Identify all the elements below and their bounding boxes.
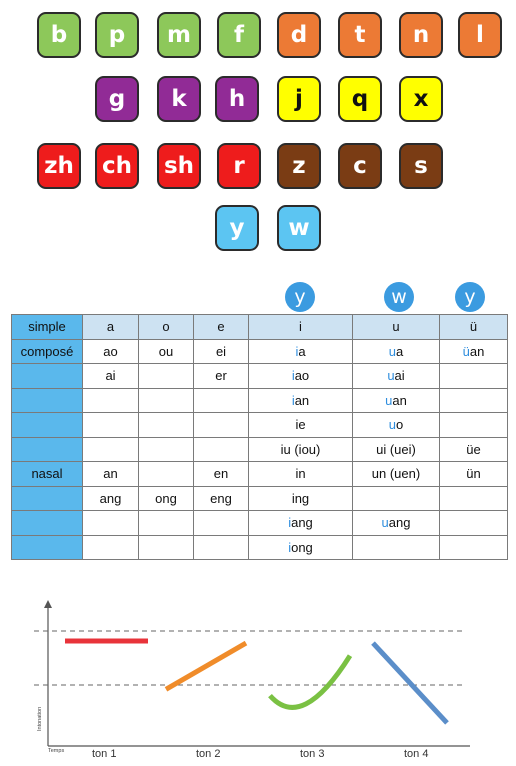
final-rest: ang	[291, 515, 313, 531]
table-cell: u	[353, 315, 440, 340]
tone-3-label: ton 3	[300, 748, 325, 760]
tone-3-line	[270, 656, 350, 708]
initial-tile-c: c	[338, 143, 382, 189]
table-row	[12, 388, 508, 413]
table-row	[12, 486, 508, 511]
initial-tile-s: s	[399, 143, 443, 189]
tone-2-label: ton 2	[196, 748, 221, 760]
final-rest: ong	[291, 539, 313, 555]
row-label	[12, 437, 83, 462]
initial-tile-z: z	[277, 143, 321, 189]
table-cell	[194, 437, 249, 462]
table-row	[12, 535, 508, 560]
y-circle-i: y	[285, 282, 315, 312]
initial-tile-ch: ch	[95, 143, 139, 189]
table-cell	[194, 413, 249, 438]
initial-tile-h: h	[215, 76, 259, 122]
table-cell: ao	[83, 339, 139, 364]
table-cell	[83, 388, 139, 413]
table-row	[12, 462, 508, 487]
glide-letter: u	[388, 417, 396, 433]
table-cell	[353, 535, 440, 560]
table-cell: er	[194, 364, 249, 389]
table-cell: iu (iou)	[249, 437, 353, 462]
table-cell	[440, 339, 508, 364]
table-row	[12, 413, 508, 438]
table-cell	[440, 511, 508, 536]
table-cell	[249, 364, 353, 389]
table-cell	[83, 413, 139, 438]
row-label	[12, 486, 83, 511]
table-cell: eng	[194, 486, 249, 511]
table-cell	[249, 535, 353, 560]
tone-1-label: ton 1	[92, 748, 117, 760]
glide-letter: u	[381, 515, 389, 531]
finals-table	[11, 314, 508, 560]
table-cell	[440, 364, 508, 389]
final-rest: ang	[388, 515, 411, 531]
row-label	[12, 413, 83, 438]
w-circle-u: w	[384, 282, 414, 312]
table-cell	[83, 535, 139, 560]
glide-letter: u	[388, 343, 396, 359]
table-cell: ang	[83, 486, 139, 511]
table-cell: un (uen)	[353, 462, 440, 487]
table-row	[12, 511, 508, 536]
final-rest: a	[298, 343, 306, 359]
table-cell	[440, 535, 508, 560]
table-cell	[440, 486, 508, 511]
table-cell	[249, 339, 353, 364]
y-axis-arrow	[44, 600, 52, 608]
table-row	[12, 339, 508, 364]
glide-letter: u	[385, 392, 393, 408]
initial-tile-k: k	[157, 76, 201, 122]
table-cell: ong	[139, 486, 194, 511]
table-row	[12, 315, 508, 340]
table-cell	[249, 511, 353, 536]
glide-letter: u	[387, 368, 395, 384]
glide-letter: i	[295, 343, 299, 359]
table-cell: ing	[249, 486, 353, 511]
table-cell	[194, 511, 249, 536]
initial-tile-j: j	[277, 76, 321, 122]
table-cell	[353, 388, 440, 413]
row-label	[12, 535, 83, 560]
initial-tile-m: m	[157, 12, 201, 58]
initial-tile-sh: sh	[157, 143, 201, 189]
initial-tile-b: b	[37, 12, 81, 58]
row-label: simple	[12, 315, 83, 340]
table-cell	[83, 437, 139, 462]
initial-tile-y: y	[215, 205, 259, 251]
table-cell	[139, 388, 194, 413]
initial-tile-x: x	[399, 76, 443, 122]
table-cell: ie	[249, 413, 353, 438]
table-cell	[353, 413, 440, 438]
table-cell	[139, 511, 194, 536]
x-axis-label: Temps	[48, 748, 65, 754]
final-rest: a	[396, 343, 404, 359]
y-circle-u-umlaut: y	[455, 282, 485, 312]
final-rest: ai	[394, 368, 405, 384]
tone-2-line	[166, 643, 246, 689]
final-rest: o	[396, 417, 404, 433]
table-cell: ü	[440, 315, 508, 340]
table-cell: ai	[83, 364, 139, 389]
row-label	[12, 364, 83, 389]
table-cell	[194, 388, 249, 413]
table-cell	[139, 535, 194, 560]
table-cell: ei	[194, 339, 249, 364]
table-cell: o	[139, 315, 194, 340]
initial-tile-f: f	[217, 12, 261, 58]
final-rest: ao	[294, 368, 310, 384]
table-cell	[353, 364, 440, 389]
final-rest: an	[469, 343, 485, 359]
tone-chart	[0, 596, 516, 766]
initial-tile-r: r	[217, 143, 261, 189]
table-cell: e	[194, 315, 249, 340]
table-cell	[139, 364, 194, 389]
table-cell: ün	[440, 462, 508, 487]
table-cell: ou	[139, 339, 194, 364]
table-cell	[353, 339, 440, 364]
table-cell: i	[249, 315, 353, 340]
glide-letter: ü	[462, 343, 470, 359]
glide-letter: i	[291, 368, 295, 384]
table-cell	[139, 437, 194, 462]
table-cell	[249, 388, 353, 413]
final-rest: an	[392, 392, 407, 408]
final-rest: an	[294, 392, 310, 408]
initial-tile-n: n	[399, 12, 443, 58]
initial-tile-l: l	[458, 12, 502, 58]
initial-tile-w: w	[277, 205, 321, 251]
row-label	[12, 511, 83, 536]
table-cell: ui (uei)	[353, 437, 440, 462]
initial-tile-q: q	[338, 76, 382, 122]
table-cell: en	[194, 462, 249, 487]
tone-4-line	[373, 643, 447, 723]
table-row	[12, 437, 508, 462]
table-cell	[353, 486, 440, 511]
y-axis-label: Intonation	[37, 706, 43, 731]
table-cell	[440, 413, 508, 438]
table-cell	[139, 413, 194, 438]
row-label	[12, 388, 83, 413]
table-cell	[139, 462, 194, 487]
glide-letter: i	[288, 515, 292, 531]
initial-tile-d: d	[277, 12, 321, 58]
initial-tile-t: t	[338, 12, 382, 58]
table-cell	[194, 535, 249, 560]
initial-tile-g: g	[95, 76, 139, 122]
initial-tile-zh: zh	[37, 143, 81, 189]
row-label: composé	[12, 339, 83, 364]
glide-letter: i	[288, 539, 292, 555]
table-cell	[83, 511, 139, 536]
table-cell: üe	[440, 437, 508, 462]
table-cell: an	[83, 462, 139, 487]
tone-4-label: ton 4	[404, 748, 429, 760]
table-cell: in	[249, 462, 353, 487]
table-cell	[353, 511, 440, 536]
table-cell: a	[83, 315, 139, 340]
table-cell	[440, 388, 508, 413]
row-label: nasal	[12, 462, 83, 487]
table-row	[12, 364, 508, 389]
initial-tile-p: p	[95, 12, 139, 58]
glide-letter: i	[291, 392, 295, 408]
